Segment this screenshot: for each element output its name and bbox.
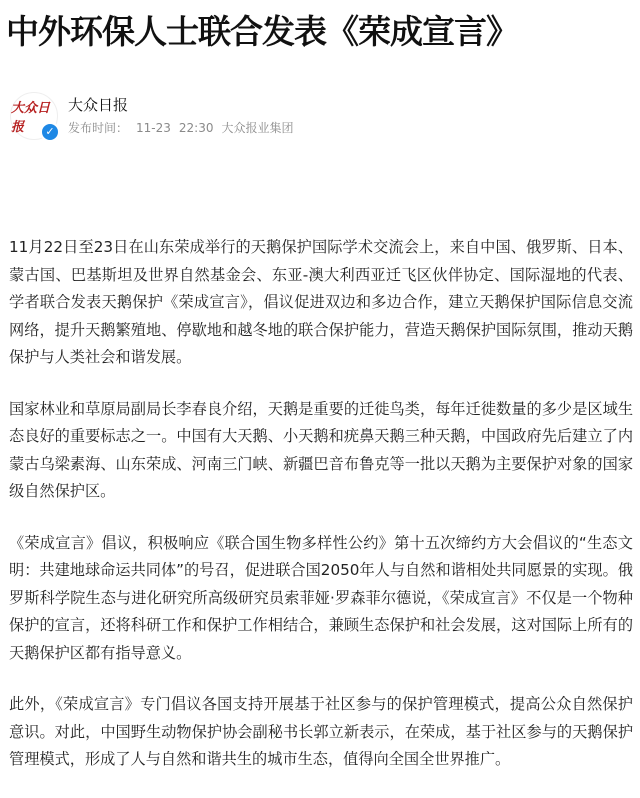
publish-meta bbox=[68, 119, 302, 136]
avatar-logo-text: 大众日报 bbox=[11, 101, 51, 135]
article-body bbox=[9, 234, 633, 798]
publish-time: 22:30 bbox=[178, 121, 214, 135]
paragraph-2: 国家林业和草原局副局长李春良介绍，天鹅是重要的迁徙鸟类，每年迁徙数量的多少是区域生态良好的重要标志之一。中国有大天鹅、小天鹅和疣鼻天鹅三种天鹅，中国政府先后建立了内蒙古乌梁素海、山东荣成、河南三门峡、新疆巴音布鲁克等一批以天鹅为主要保护对象的国家级自然保护区。 bbox=[9, 399, 633, 500]
publish-date: 11-23 bbox=[136, 121, 171, 135]
verified-icon: ✓ bbox=[40, 122, 60, 142]
author-block bbox=[10, 92, 630, 148]
paragraph-3: 《荣成宣言》倡议，积极响应《联合国生物多样性公约》第十五次缔约方大会倡议的“生态文明：共建地球命运共同体”的号召，促进联合国2050年人与自然和谐相处共同愿景的实现。俄罗斯科学院生态与进化研究所高级研究员索菲娅·罗森菲尔德说，《荣成宣言》不仅是一个物种保护的宣言，还将科研工作和保护工作相结合，兼顾生态保护和社会发展，这对国际上所有的天鹅保护区都有指导意义。 bbox=[9, 533, 633, 662]
paragraph-1: 11月22日至23日在山东荣成举行的天鹅保护国际学术交流会上，来自中国、俄罗斯、日本、蒙古国、巴基斯坦及世界自然基金会、东亚-澳大利西亚迁飞区伙伴协定、国际湿地的代表、学者联合发表天鹅保护《荣成宣言》，倡议促进双边和多边合作，建立天鹅保护国际信息交流网络，提升天鹅繁殖地、停歇地和越冬地的联合保护能力，营造天鹅保护国际氛围，推动天鹅保护与人类社会和谐发展。 bbox=[9, 238, 633, 366]
publish-label: 发布时间： bbox=[68, 121, 129, 135]
publisher-name[interactable]: 大众日报 bbox=[68, 96, 129, 114]
publisher-group: 大众报业集团 bbox=[221, 121, 294, 135]
article-title: 中外环保人士联合发表《荣成宣言》 bbox=[6, 12, 518, 51]
paragraph-4: 此外，《荣成宣言》专门倡议各国支持开展基于社区参与的保护管理模式，提高公众自然保护意识。对此，中国野生动物保护协会副秘书长郭立新表示，在荣成，基于社区参与的天鹅保护管理模式，形成了人与自然和谐共生的城市生态，值得向全国全世界推广。 bbox=[9, 695, 633, 768]
